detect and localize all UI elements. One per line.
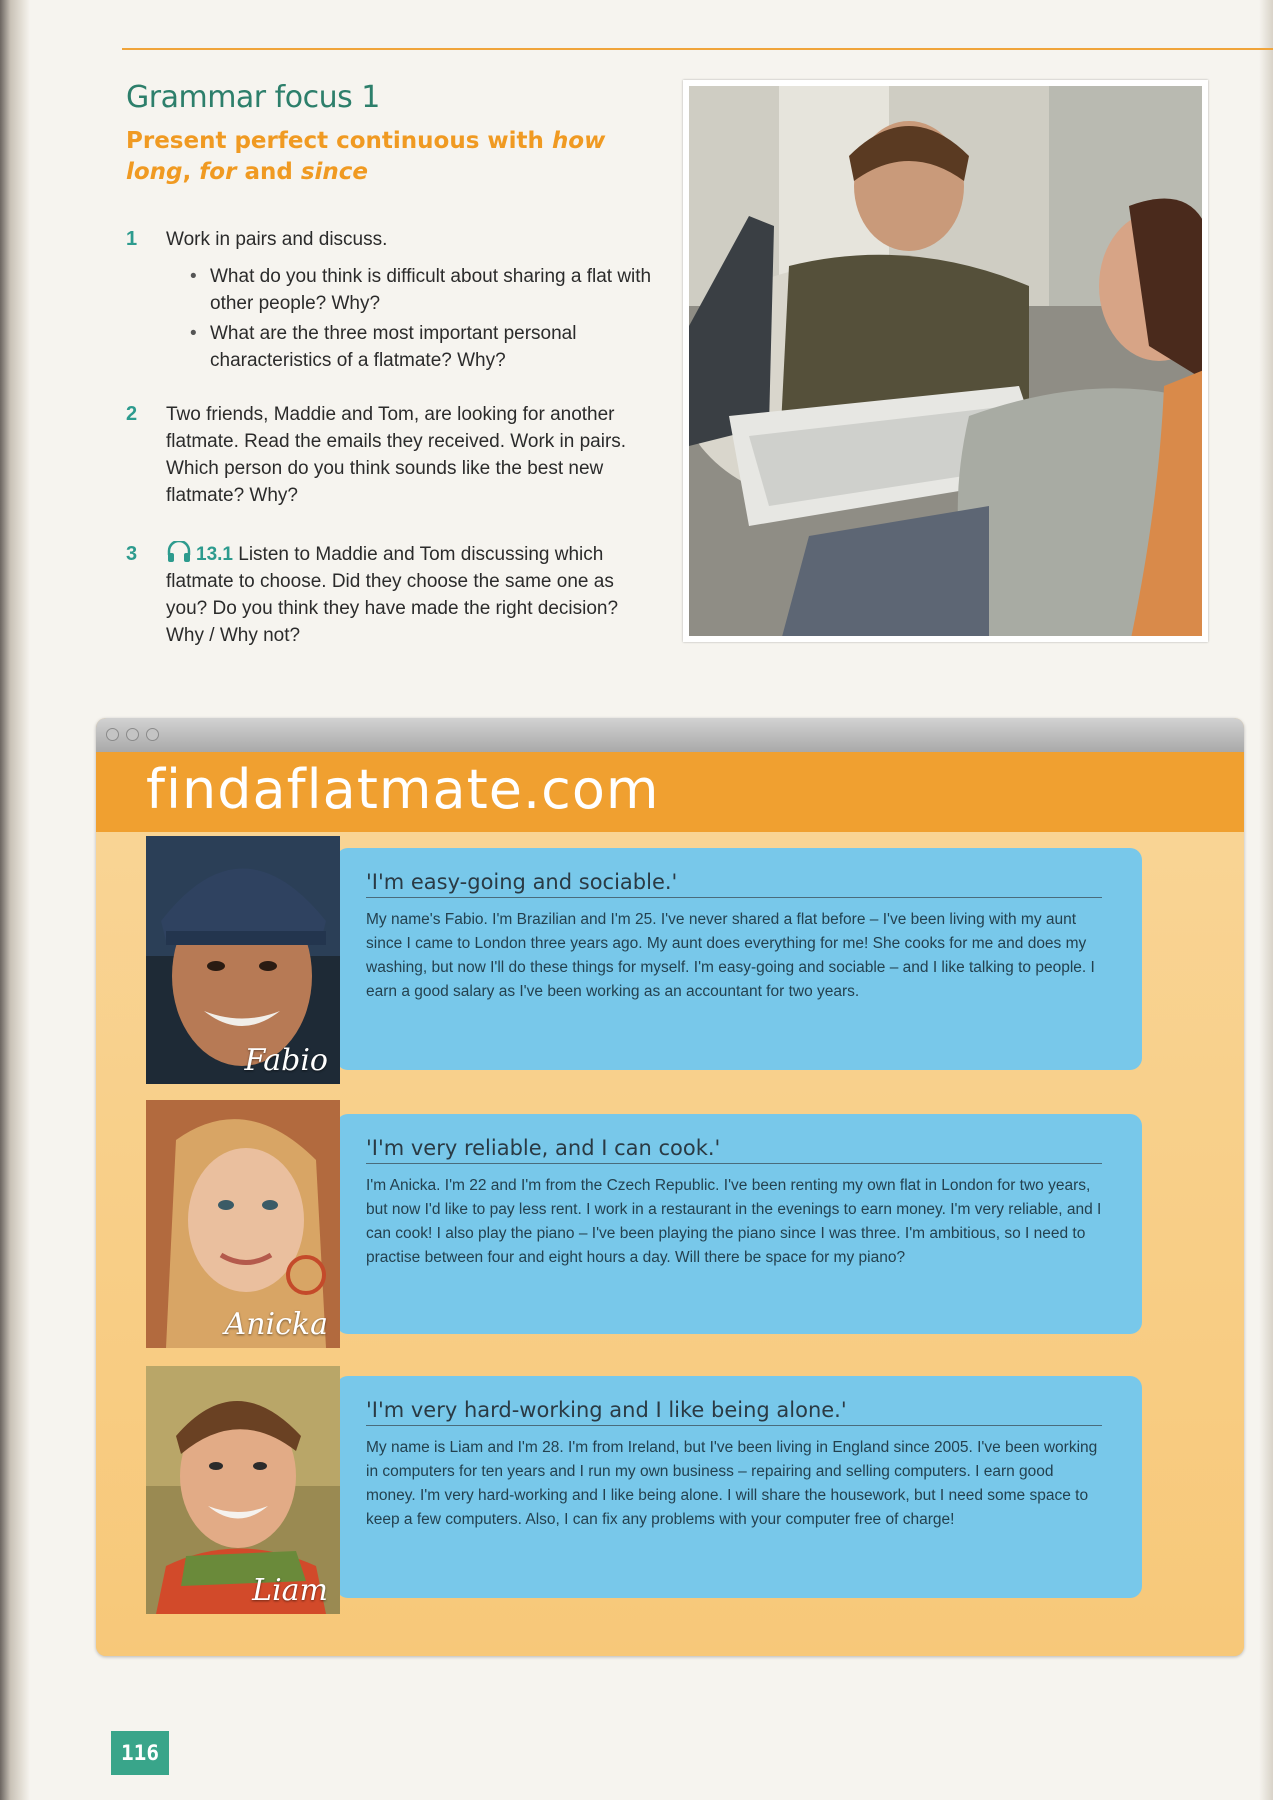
section-title: Grammar focus 1 bbox=[126, 80, 380, 115]
section-subtitle: Present perfect continuous with how long, for and since bbox=[126, 128, 606, 185]
exercise-instruction: Two friends, Maddie and Tom, are looking for another flatmate. Read the emails they received. Work in pairs. Which person do you think sounds like the best new flatmate? Why? bbox=[166, 404, 627, 506]
profile-card-anicka bbox=[336, 1114, 1142, 1334]
window-zoom-button[interactable] bbox=[146, 728, 159, 741]
profile-description: My name's Fabio. I'm Brazilian and I'm 25. I've never shared a flat before – I've been living with my aunt since I came to London three years ago. My aunt does everything for me! She cooks for me and does my washing, but now I'll do these things for myself. I'm easy-going and sociable – and I like talking to people. I earn a good salary as I've been working as an accountant for two years. bbox=[366, 911, 1095, 1000]
book-spine-shadow bbox=[0, 0, 30, 1800]
page-number: 116 bbox=[111, 1731, 169, 1775]
discussion-question: • What are the three most important personal characteristics of a flatmate? Why? bbox=[188, 320, 656, 374]
profile-name: Anicka bbox=[224, 1307, 328, 1342]
profile-photo-anicka bbox=[146, 1100, 340, 1348]
headphones-icon[interactable] bbox=[166, 541, 192, 563]
profile-name: Liam bbox=[252, 1573, 328, 1608]
profile-card-liam bbox=[336, 1376, 1142, 1598]
profile-card-fabio bbox=[336, 848, 1142, 1070]
flatmates-illustration bbox=[689, 86, 1208, 642]
exercise-instruction: Work in pairs and discuss. bbox=[166, 229, 388, 250]
exercise-number: 3 bbox=[126, 543, 138, 565]
profile-photo-liam bbox=[146, 1366, 340, 1614]
flatmates-photo bbox=[683, 80, 1208, 642]
discussion-question: • What do you think is difficult about sharing a flat with other people? Why? bbox=[188, 263, 656, 317]
browser-title-bar bbox=[96, 718, 1244, 752]
exercise-number: 2 bbox=[126, 403, 138, 425]
exercise-3 bbox=[126, 541, 656, 649]
page-edge-shadow bbox=[1259, 0, 1273, 1800]
top-rule bbox=[122, 48, 1273, 50]
profile-headline: 'I'm easy-going and sociable.' bbox=[366, 870, 1102, 898]
window-close-button[interactable] bbox=[106, 728, 119, 741]
window-minimize-button[interactable] bbox=[126, 728, 139, 741]
profile-description: My name is Liam and I'm 28. I'm from Ireland, but I've been living in England since 2005. I've been working in computers for ten years and I run my own business – repairing and selling computers. I earn good money. I'm very hard-working and I like being alone. I will share the housework, but I need some space to keep a few computers. Also, I can fix any problems with your computer free of charge! bbox=[366, 1439, 1098, 1528]
site-header bbox=[96, 752, 1244, 832]
site-logo-text: findaflatmate.com bbox=[146, 758, 660, 821]
profile-photo-fabio bbox=[146, 836, 340, 1084]
audio-track-number: 13.1 bbox=[196, 544, 233, 565]
discussion-questions bbox=[188, 263, 656, 374]
exercise-2 bbox=[126, 401, 656, 509]
profile-description: I'm Anicka. I'm 22 and I'm from the Czech Republic. I've been renting my own flat in London for two years, but now I'd like to pay less rent. I work in a restaurant in the evenings to earn money. I'm very reliable, and I can cook! I also play the piano – I've been playing the piano since I was three. I'm ambitious, so I need to practise between four and eight hours a day. Will there be space for my piano? bbox=[366, 1177, 1102, 1266]
profile-name: Fabio bbox=[244, 1043, 328, 1078]
site-content bbox=[96, 832, 1244, 1656]
profile-headline: 'I'm very hard-working and I like being alone.' bbox=[366, 1398, 1102, 1426]
website-mockup bbox=[96, 718, 1244, 1656]
exercise-instruction: 13.1 Listen to Maddie and Tom discussing which flatmate to choose. Did they choose the same one as you? Do you think they have made the right decision? Why / Why not? bbox=[166, 541, 656, 649]
exercise-number: 1 bbox=[126, 228, 138, 250]
profile-headline: 'I'm very reliable, and I can cook.' bbox=[366, 1136, 1102, 1164]
exercise-1 bbox=[126, 226, 656, 377]
